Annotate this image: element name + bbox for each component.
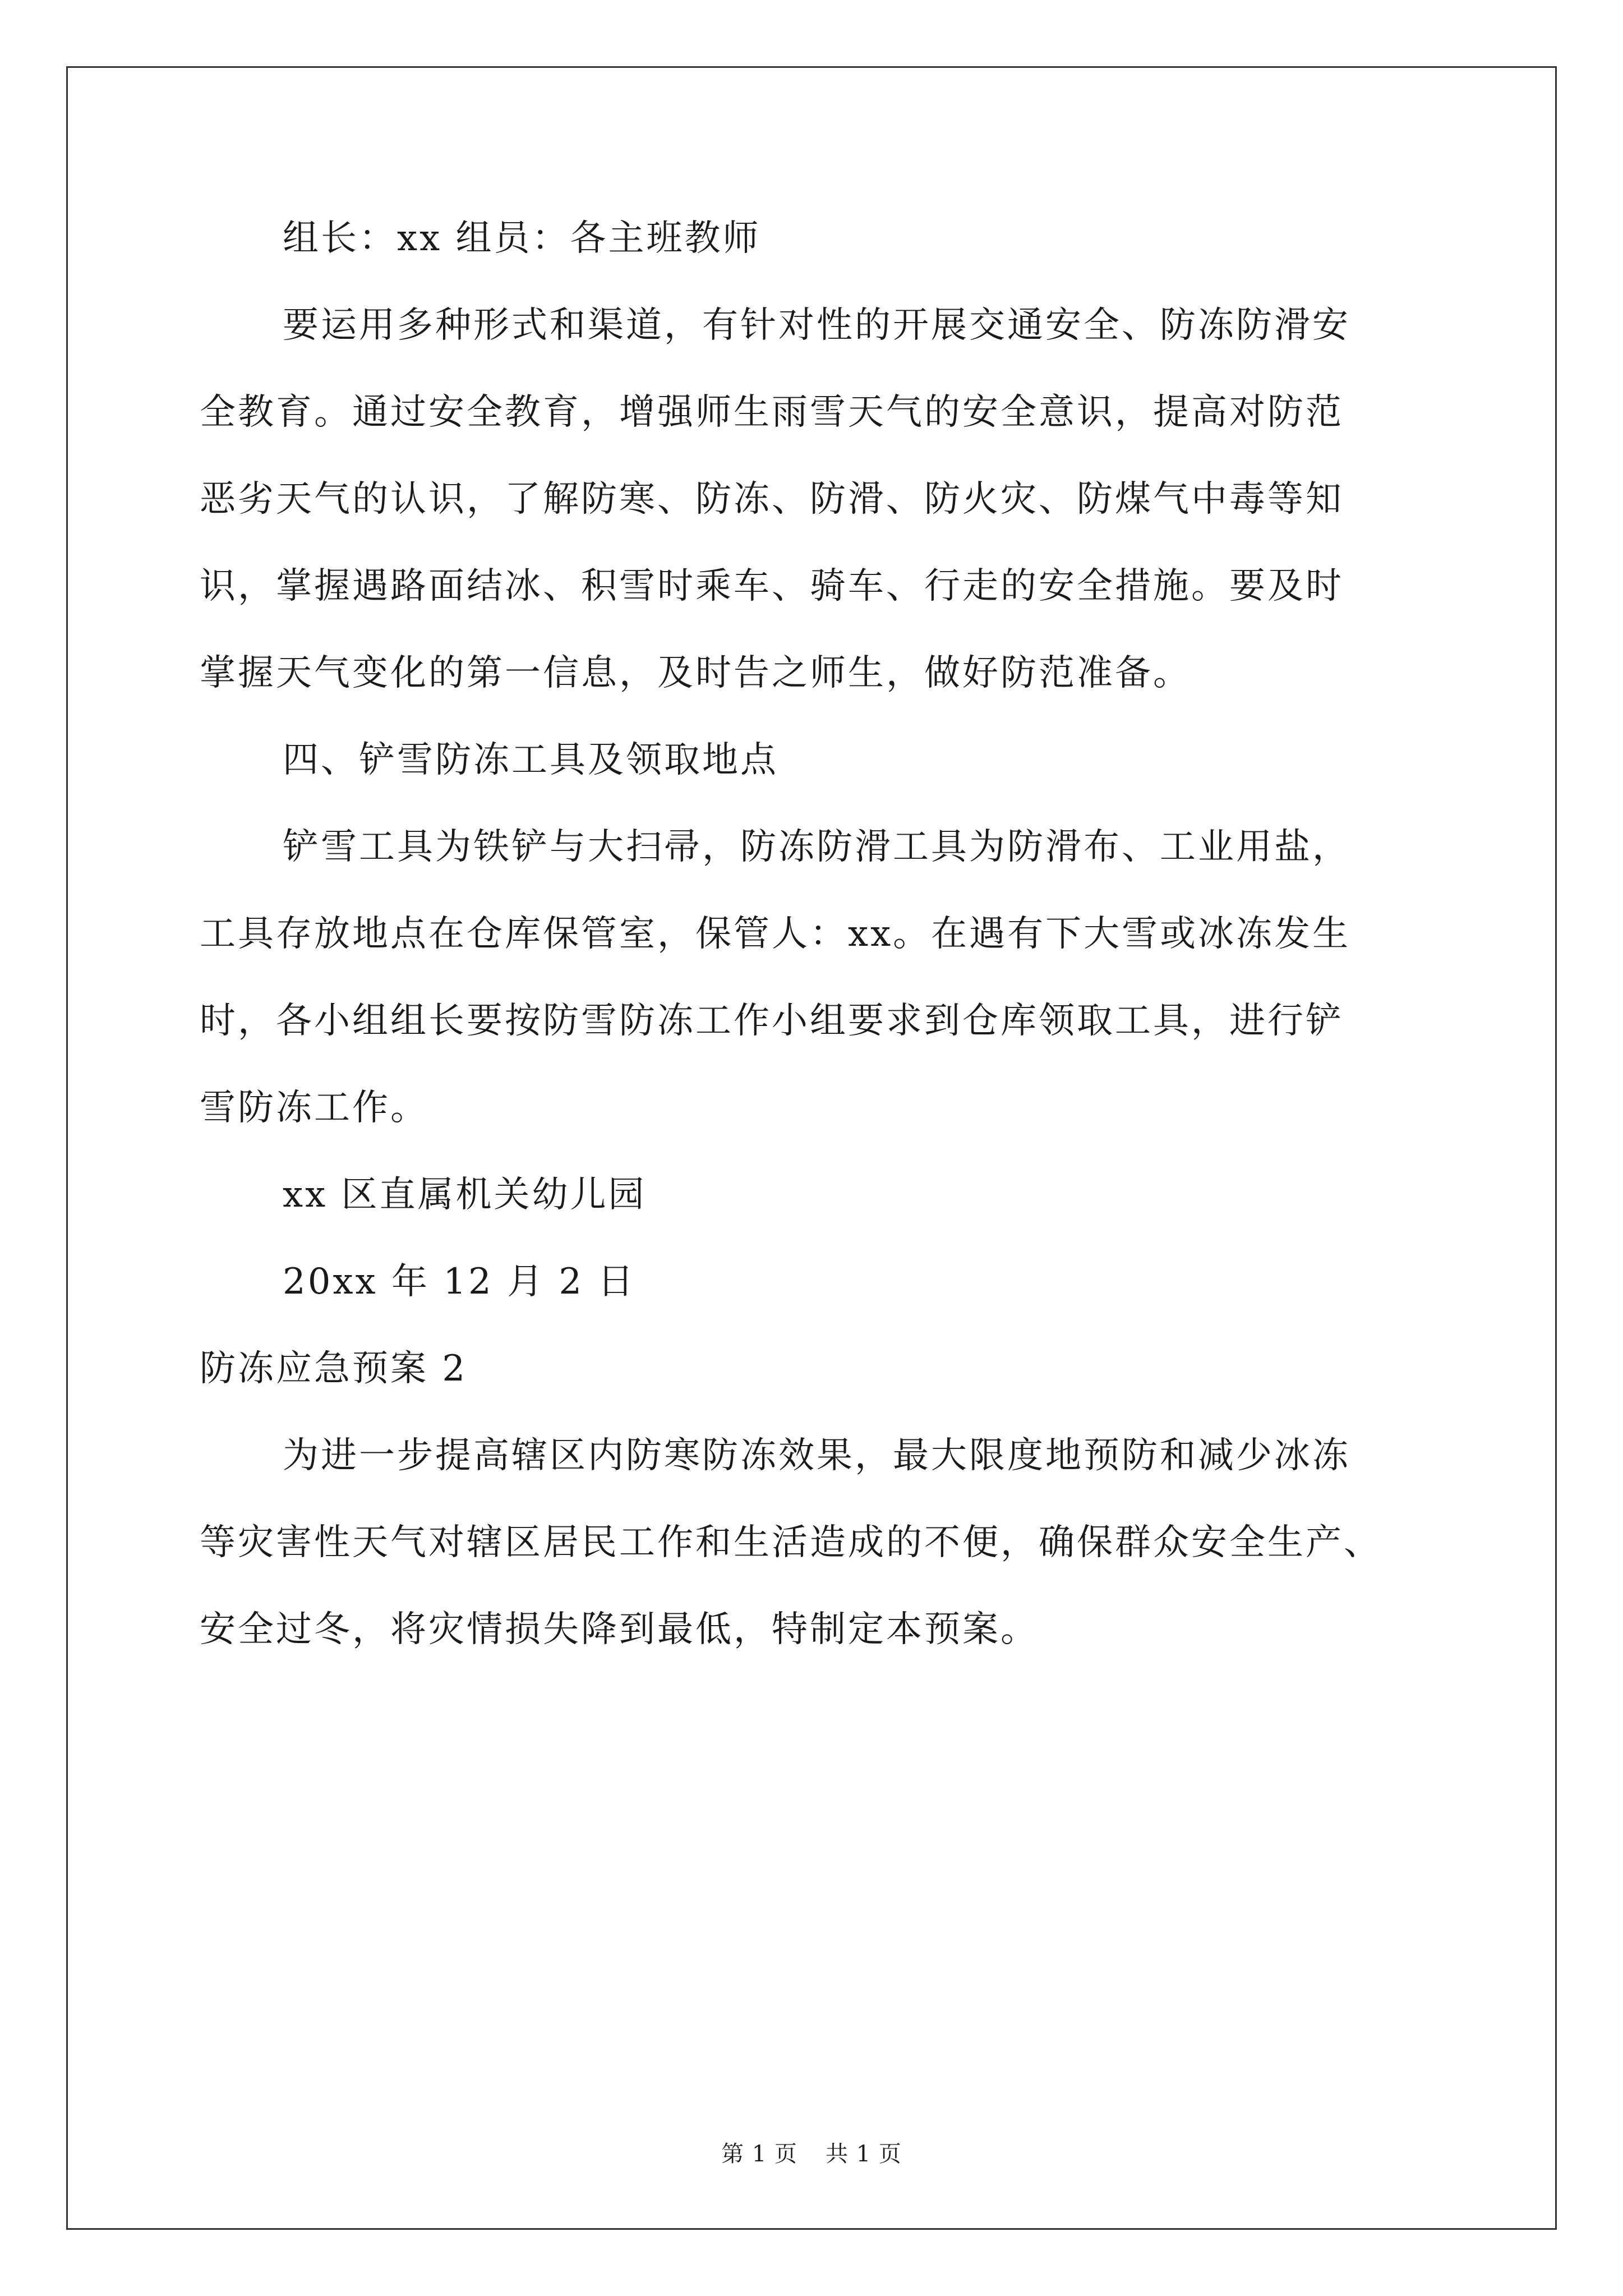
- text-line-2: 要运用多种形式和渠道，有针对性的开展交通安全、防冻防滑安: [283, 305, 1350, 346]
- text-line-11: 雪防冻工作。: [200, 1087, 428, 1129]
- total-pages: 共 1 页: [826, 2141, 902, 2167]
- text-line-4: 恶劣天气的认识，了解防寒、防冻、防滑、防火灾、防煤气中毒等知: [200, 478, 1344, 520]
- document-title: 防冻应急预案 2: [200, 1348, 468, 1389]
- section-heading: 四、铲雪防冻工具及领取地点: [283, 739, 778, 781]
- text-line-9: 工具存放地点在仓库保管室，保管人：xx。在遇有下大雪或冰冻发生: [200, 913, 1351, 955]
- text-line-16: 等灾害性天气对辖区居民工作和生活造成的不便，确保群众安全生产、: [200, 1522, 1382, 1563]
- text-line-17: 安全过冬，将灾情损失降到最低，特制定本预案。: [200, 1609, 1039, 1650]
- page-footer: [0, 2136, 1623, 2168]
- document-body: [200, 199, 1433, 1677]
- text-line-15: 为进一步提高辖区内防寒防冻效果，最大限度地预防和减少冰冻: [283, 1435, 1350, 1476]
- date-line: 20xx 年 12 月 2 日: [283, 1261, 636, 1303]
- text-line-5: 识，掌握遇路面结冰、积雪时乘车、骑车、行走的安全措施。要及时: [200, 565, 1344, 607]
- text-line-1: 组长：xx 组员：各主班教师: [283, 218, 761, 259]
- text-line-3: 全教育。通过安全教育，增强师生雨雪天气的安全意识，提高对防范: [200, 392, 1344, 433]
- text-line-10: 时，各小组组长要按防雪防冻工作小组要求到仓库领取工具，进行铲: [200, 1000, 1344, 1042]
- organization-signature: xx 区直属机关幼儿园: [283, 1174, 647, 1216]
- page-number: 第 1 页: [721, 2141, 797, 2167]
- text-line-6: 掌握天气变化的第一信息，及时告之师生，做好防范准备。: [200, 652, 1191, 694]
- text-line-8: 铲雪工具为铁铲与大扫帚，防冻防滑工具为防滑布、工业用盐，: [283, 826, 1350, 868]
